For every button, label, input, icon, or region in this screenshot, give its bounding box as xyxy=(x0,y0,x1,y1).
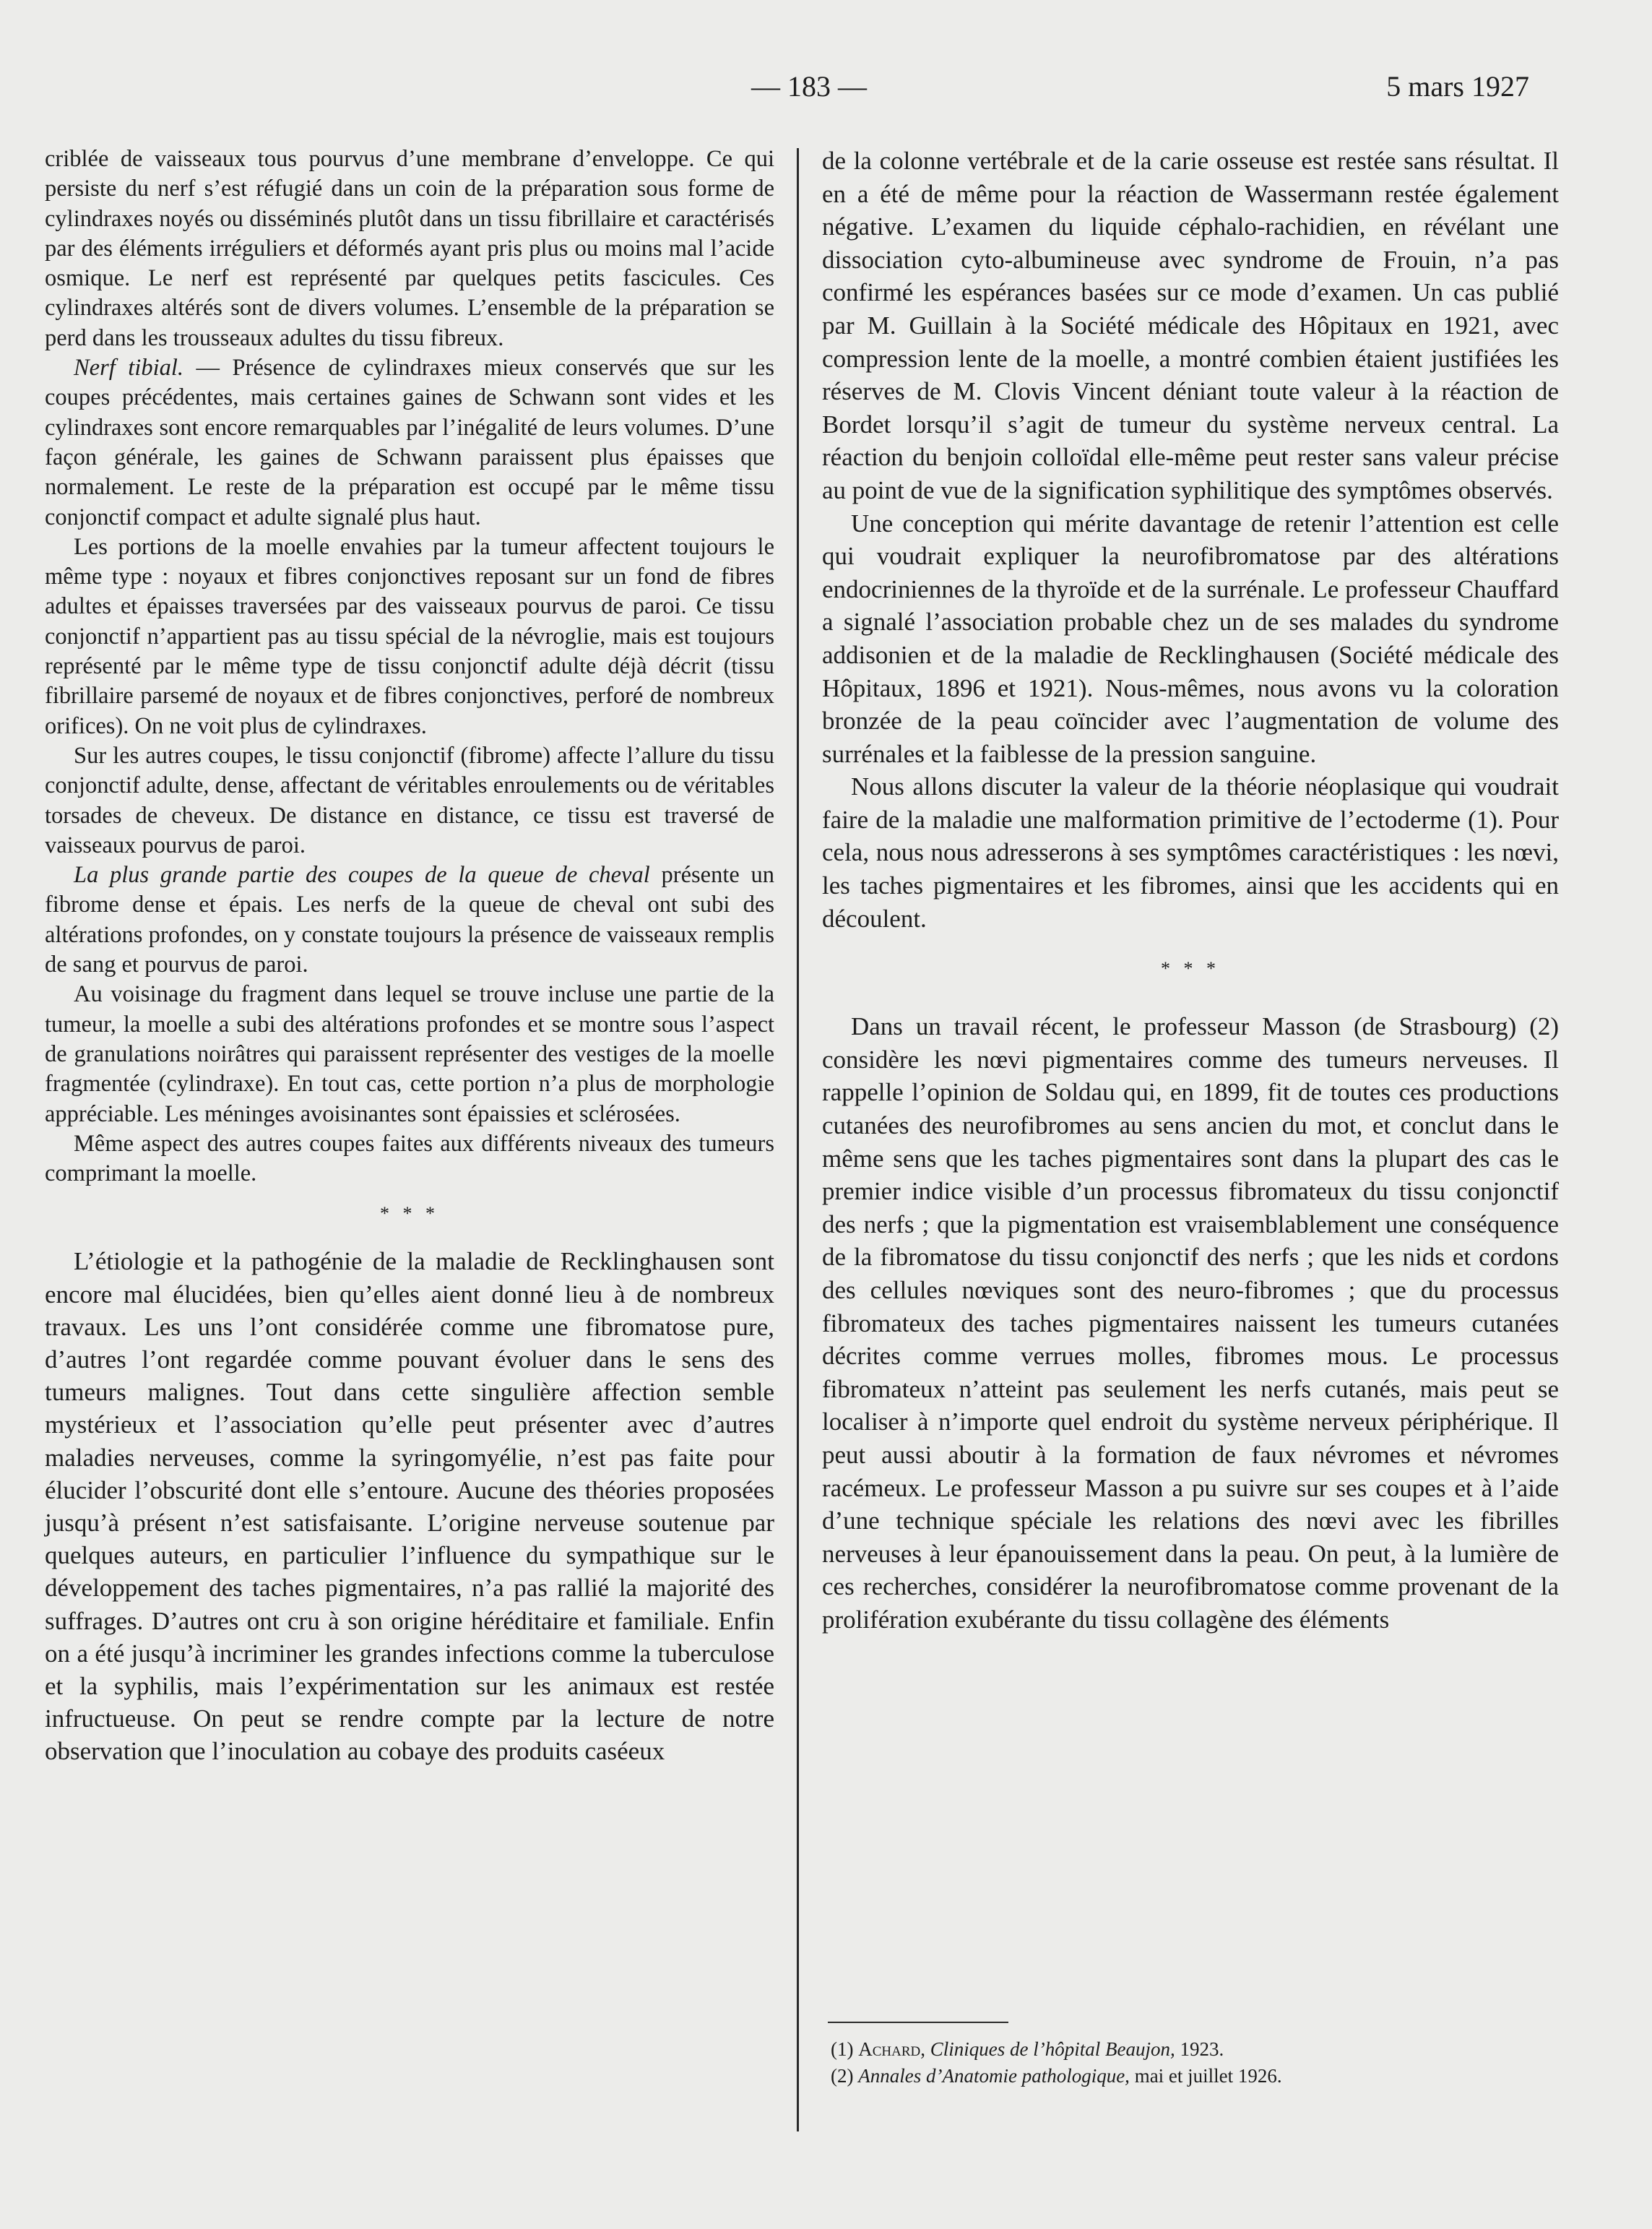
right-paragraph-3: Nous allons discuter la valeur de la théorie néoplasique qui voudrait faire de la maladie une malformation primitive de l’ectoderme (1). Pour cela, nous nous adresserons à ses symptômes caractéristiques : les nœvi, les taches pigmentaires et les fibromes, ainsi que les accidents qui en découlent. xyxy=(822,772,1559,933)
left-paragraph-2 xyxy=(45,353,774,533)
page-number: — 183 — xyxy=(751,70,867,103)
page-header xyxy=(0,69,1652,113)
page-date: 5 mars 1927 xyxy=(1386,70,1529,103)
footnote-2-title: Annales d’Anatomie pathologique, xyxy=(858,2065,1130,2087)
right-paragraph-1: de la colonne vertébrale et de la carie osseuse est restée sans résultat. Il en a été de même pour la réaction de Wassermann restée également négative. L’examen du liquide céphalo-rachidien, en révélant une dissociation cyto-albumineuse avec syndrome de Frouin, n’a pas confirmé les espérances basées sur ce mode d’examen. Un cas publié par M. Guillain à la Société médicale des Hôpitaux en 1921, avec compression lente de la moelle, a montré combien étaient justifiées les réserves de M. Clovis Vincent déniant toute valeur à la réaction de Bordet lorsqu’il s’agit de tumeur du système nerveux central. La réaction du benjoin colloïdal elle-même peut rester sans valeur précise au point de vue de la signification syphilitique des symptômes observés. xyxy=(822,147,1559,504)
left-paragraph-3: Les portions de la moelle envahies par la tumeur affectent toujours le même type : noyaux et fibres conjonctives reposant sur un fond de fibres adultes et épaisses traversées par des vaisseaux pourvus de paroi. Ce tissu conjonctif n’appartient pas au tissu spécial de la névroglie, mais est toujours représenté par le même type de tissu conjonctif adulte déjà décrit (tissu fibrillaire parsemé de noyaux et de fibres conjonctives, perforé de nombreux orifices). On ne voit plus de cylindraxes. xyxy=(45,533,774,739)
section-separator: * * * xyxy=(1161,958,1220,980)
section-lead-nerf-tibial: Nerf tibial. xyxy=(74,355,184,381)
footnote-1-author: Achard, xyxy=(858,2038,925,2060)
right-paragraph-2: Une conception qui mérite davantage de retenir l’attention est celle qui voudrait expliquer la neurofibromatose par des altérations endocriniennes de la thyroïde et de la surrénale. Le professeur Chauffard a signalé l’association probable chez un de ses malades du syndrome addisonien et de la maladie de Recklinghausen (Société médicale des Hôpitaux, 1896 et 1921). Nous-mêmes, nous avons vu la coloration bronzée de la peau coïncider avec l’augmentation de volume des surrénales et la faiblesse de la pression sanguine. xyxy=(822,509,1559,768)
left-column xyxy=(45,145,774,1768)
right-column xyxy=(822,145,1559,1637)
left-paragraph-5 xyxy=(45,861,774,980)
left-paragraph-4: Sur les autres coupes, le tissu conjonctif (fibrome) affecte l’allure du tissu conjonctif adulte, dense, affectant de véritables enroulements ou de véritables torsades de cheveux. De distance en distance, ce tissu est traversé de vaisseaux pourvus de paroi. xyxy=(45,742,774,858)
footnote-2-mark: (2) xyxy=(831,2065,854,2087)
column-divider xyxy=(797,148,799,2131)
section-lead-queue-de-cheval: La plus grande partie des coupes de la queue de cheval xyxy=(74,862,650,889)
left-paragraph-1: criblée de vaisseaux tous pourvus d’une membrane d’enveloppe. Ce qui persiste du nerf s’est réfugié dans un coin de la préparation sous forme de cylindraxes noyés ou disséminés plutôt dans un tissu fibrillaire et caractérisés par des éléments irréguliers et déformés ayant pris plus ou moins mal l’acide osmique. Le nerf est représenté par quelques petits fascicules. Ces cylindraxes altérés sont de divers volumes. L’ensemble de la préparation se perd dans les trousseaux adultes du tissu fibreux. xyxy=(45,146,774,351)
left-paragraph-2-body: — Présence de cylindraxes mieux conservés que sur les coupes précédentes, mais certaines gaines de Schwann sont vides et les cylindraxes sont encore remarquables par l’inégalité de leurs volumes. D’une façon générale, les gaines de Schwann paraissent plus épaisses que normalement. Le reste de la préparation est occupé par le même tissu conjonctif compact et adulte signalé plus haut. xyxy=(45,355,774,530)
section-separator: * * * xyxy=(380,1203,439,1225)
left-paragraph-5-body: présente un fibrome dense et épais. Les nerfs de la queue de cheval ont subi des altérations profondes, on y constate toujours la présence de vaisseaux remplis de sang et pourvus de paroi. xyxy=(45,862,775,978)
footnote-2-rest: mai et juillet 1926. xyxy=(1129,2065,1282,2087)
footnote-1 xyxy=(831,2036,1553,2063)
footnote-2 xyxy=(831,2063,1553,2090)
footnote-1-title: Cliniques de l’hôpital Beaujon, xyxy=(930,2038,1175,2060)
left-paragraph-6: Au voisinage du fragment dans lequel se trouve incluse une partie de la tumeur, la moelle a subi des altérations profondes et se montre sous l’aspect de granulations noirâtres qui paraissent représenter des vestiges de la moelle fragmentée (cylindraxe). En tout cas, cette portion n’a plus de morphologie appréciable. Les méninges avoisinantes sont épaissies et sclérosées. xyxy=(45,981,774,1127)
footnote-1-mark: (1) xyxy=(831,2038,854,2060)
footnote-1-rest: 1923. xyxy=(1175,2038,1224,2060)
left-paragraph-8: L’étiologie et la pathogénie de la maladie de Recklinghausen sont encore mal élucidées, bien qu’elles aient donné lieu à de nombreux travaux. Les uns l’ont considérée comme une fibromatose pure, d’autres l’ont regardée comme pouvant évoluer dans le sens des tumeurs malignes. Tout dans cette singulière affection semble mystérieux et l’association qu’elle peut présenter avec d’autres maladies nerveuses, comme la syringomyélie, n’est pas faite pour élucider l’obscurité dont elle s’entoure. Aucune des théories proposées jusqu’à présent n’est satisfaisante. L’origine nerveuse soutenue par quelques auteurs, en particulier l’influence du sympathique sur le développement des taches pigmentaires, n’a pas rallié la majorité des suffrages. D’autres ont cru à son origine héréditaire et familiale. Enfin on a été jusqu’à incriminer les grandes infections comme la tuberculose et la syphilis, mais l’expérimentation sur les animaux est restée infructueuse. On peut se rendre compte par la lecture de notre observation que l’inoculation au cobaye des produits caséeux xyxy=(45,1247,774,1766)
footnote-rule xyxy=(828,2022,1008,2023)
footnotes xyxy=(831,2036,1553,2090)
right-paragraph-4: Dans un travail récent, le professeur Masson (de Strasbourg) (2) considère les nœvi pigmentaires comme des tumeurs nerveuses. Il rappelle l’opinion de Soldau qui, en 1899, fit de toutes ces productions cutanées des neurofibromes au sens ancien du mot, et conclut dans le même sens que les taches pigmentaires sont dans la plupart des cas le premier indice visible d’un processus fibromateux du tissu conjonctif des nerfs ; que la pigmentation est vraisemblablement une conséquence de la fibromatose du tissu conjonctif des nerfs ; que les nids et cordons des cellules nœviques sont des neuro-fibromes ; que du processus fibromateux des taches pigmentaires naissent les tumeurs cutanées décrites comme verrues molles, fibromes mous. Le processus fibromateux n’atteint pas seulement les nerfs cutanés, mais peut se localiser à n’importe quel endroit du système nerveux périphérique. Il peut aussi aboutir à la formation de faux névromes et névromes racémeux. Le professeur Masson a pu suivre sur ses coupes et à l’aide d’une technique spéciale les relations des nœvi avec les fibrilles nerveuses à leur épanouissement dans la peau. On peut, à la lumière de ces recherches, considérer la neurofibromatose comme provenant de la prolifération exubérante du tissu collagène des éléments xyxy=(822,1012,1559,1634)
left-paragraph-7: Même aspect des autres coupes faites aux différents niveaux des tumeurs comprimant la moelle. xyxy=(45,1130,774,1187)
